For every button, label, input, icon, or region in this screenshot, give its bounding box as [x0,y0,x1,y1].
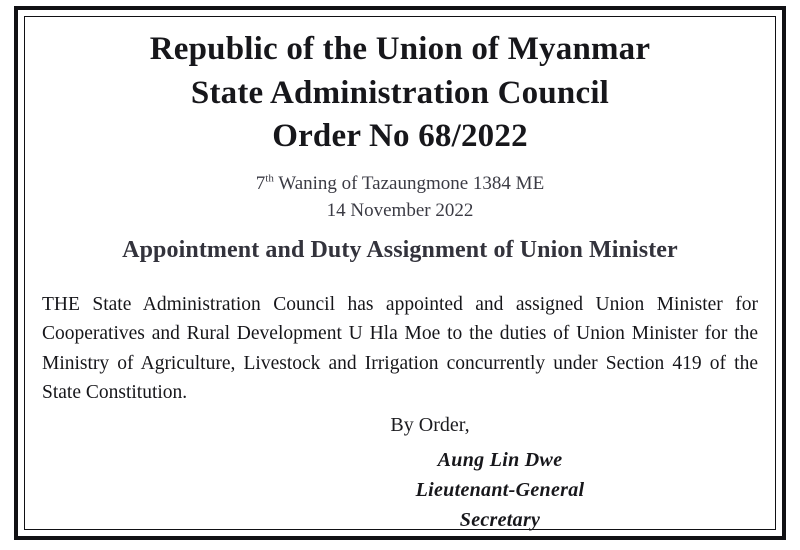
signatory-name: Aung Lin Dwe [437,449,563,472]
myanmar-date-text: Waning of Tazaungmone 1384 ME [278,172,545,194]
signature-block [40,445,760,535]
title-line-1: Republic of the Union of Myanmar [149,31,651,67]
document-content [34,24,766,532]
signatory-rank: Lieutenant-General [415,479,585,502]
title-line-3: Order No 68/2022 [272,118,528,155]
gregorian-date: 14 November 2022 [326,199,474,221]
document-body: THE State Administration Council has appointed and assigned Union Minister for Cooperatives and Rural Development U Hla Moe to the duties of Union Minister for the Ministry of Agriculture, Livestock and Irrigation concurrently under Section 419 of the State Constitution. [42,293,758,404]
document-subject: Appointment and Duty Assignment of Union Minister [122,236,678,263]
signatory-title: Secretary [459,509,541,532]
title-line-2: State Administration Council [190,74,610,111]
ordinal-suffix: th [265,172,274,185]
by-order-text: By Order, [390,414,470,437]
myanmar-date-number: 7 [255,172,266,194]
title-block [40,28,760,159]
myanmar-date [40,171,760,198]
date-block [40,171,760,225]
